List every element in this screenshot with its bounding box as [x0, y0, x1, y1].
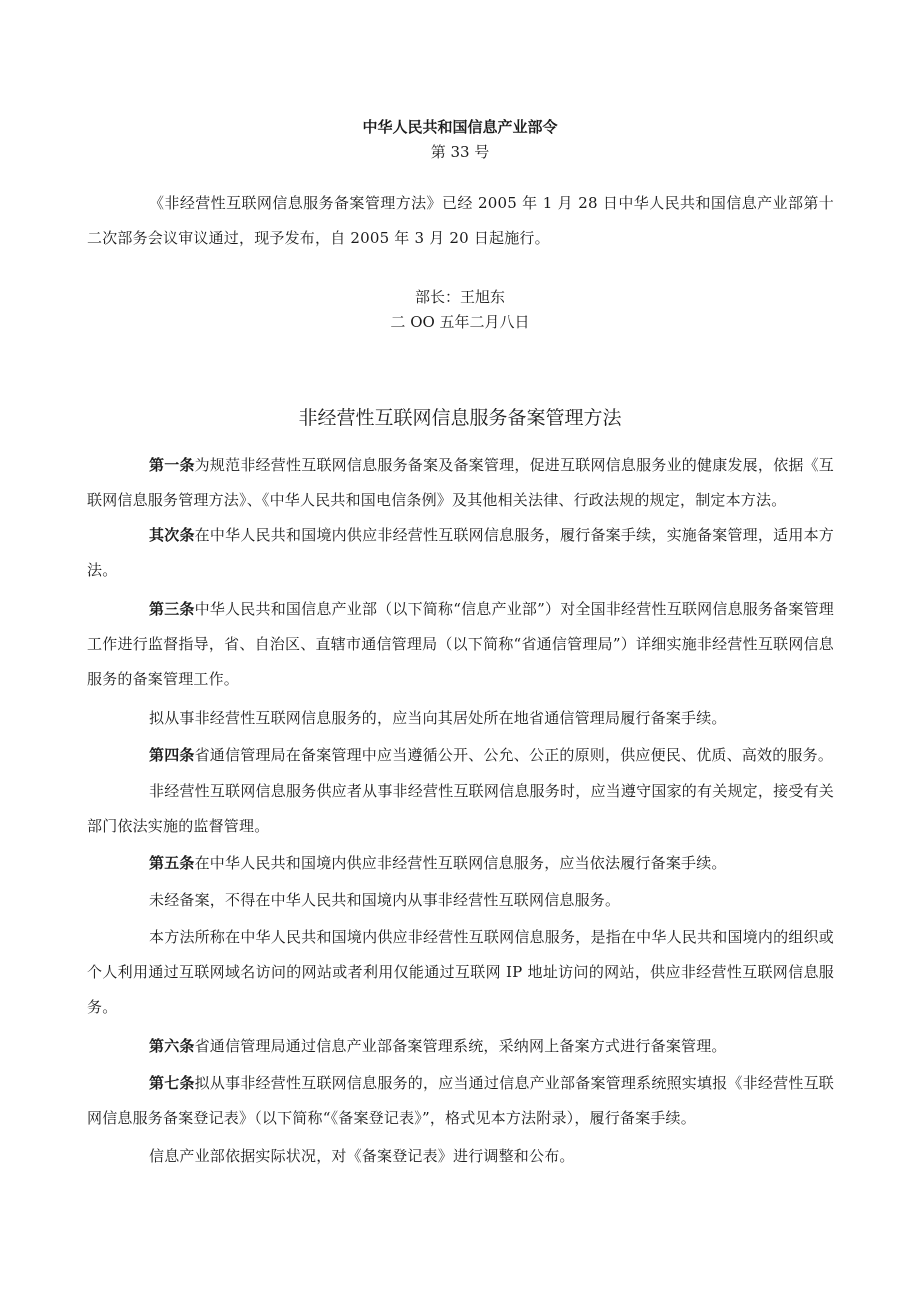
article-4 [87, 738, 834, 773]
article-label: 第四条 [149, 746, 195, 764]
paragraph [87, 701, 834, 736]
article-label: 第六条 [149, 1037, 195, 1055]
order-title: 中华人民共和国信息产业部令 [362, 118, 558, 136]
paragraph-text: 非经营性互联网信息服务供应者从事非经营性互联网信息服务时，应当遵守国家的有关规定，接受有关部门依法实施的监督管理。 [87, 782, 834, 835]
article-3 [87, 592, 834, 697]
article-7 [87, 1066, 834, 1136]
article-text: 中华人民共和国信息产业部（以下简称“信息产业部”）对全国非经营性互联网信息服务备案管理工作进行监督指导，省、自治区、直辖市通信管理局（以下简称“省通信管理局”）详细实施非经营性互联网信息服务的备案管理工作。 [87, 600, 834, 688]
article-label: 第五条 [149, 854, 195, 872]
article-label: 第三条 [149, 600, 195, 618]
article-text: 省通信管理局通过信息产业部备案管理系统，采纳网上备案方式进行备案管理。 [194, 1037, 727, 1055]
minister-signature: 部长：王旭东 [414, 288, 505, 306]
article-5 [87, 846, 834, 881]
document-title: 非经营性互联网信息服务备案管理方法 [298, 407, 622, 429]
article-6 [87, 1029, 834, 1064]
article-2 [87, 518, 834, 588]
paragraph-text: 未经备案，不得在中华人民共和国境内从事非经营性互联网信息服务。 [149, 891, 621, 909]
paragraph-text: 拟从事非经营性互联网信息服务的，应当向其居处所在地省通信管理局履行备案手续。 [149, 709, 727, 727]
paragraph-text: 本方法所称在中华人民共和国境内供应非经营性互联网信息服务，是指在中华人民共和国境内的组织或个人利用通过互联网域名访问的网站或者利用仅能通过互联网 IP 地址访问的网站，供应非经营性互联网信息服务。 [87, 928, 834, 1016]
paragraph [87, 774, 834, 844]
article-1 [87, 448, 834, 518]
decree-text: 《非经营性互联网信息服务备案管理方法》已经 2005 年 1 月 28 日中华人民共和国信息产业部第十二次部务会议审议通过，现予发布，自 2005 年 3 月 20 日起施行。 [87, 194, 834, 247]
paragraph [87, 1139, 834, 1174]
paragraph-text: 信息产业部依据实际状况，对《备案登记表》进行调整和公布。 [149, 1147, 575, 1165]
article-label: 第七条 [149, 1074, 195, 1092]
article-text: 为规范非经营性互联网信息服务备案及备案管理，促进互联网信息服务业的健康发展，依据《互联网信息服务管理方法》、《中华人民共和国电信条例》及其他相关法律、行政法规的规定，制定本方法。 [87, 456, 834, 509]
paragraph [87, 920, 834, 1025]
article-text: 在中华人民共和国境内供应非经营性互联网信息服务，履行备案手续，实施备案管理，适用本方法。 [87, 526, 834, 579]
paragraph [87, 883, 834, 918]
order-number: 第 33 号 [430, 143, 490, 161]
signature-date: 二 OO 五年二月八日 [390, 313, 530, 331]
article-label: 第一条 [149, 456, 195, 474]
article-text: 在中华人民共和国境内供应非经营性互联网信息服务，应当依法履行备案手续。 [194, 854, 727, 872]
article-text: 拟从事非经营性互联网信息服务的，应当通过信息产业部备案管理系统照实填报《非经营性互联网信息服务备案登记表》（以下简称“《备案登记表》”，格式见本方法附录），履行备案手续。 [87, 1074, 834, 1127]
article-label: 其次条 [149, 526, 195, 544]
article-text: 省通信管理局在备案管理中应当遵循公开、公允、公正的原则，供应便民、优质、高效的服务。 [194, 746, 834, 764]
